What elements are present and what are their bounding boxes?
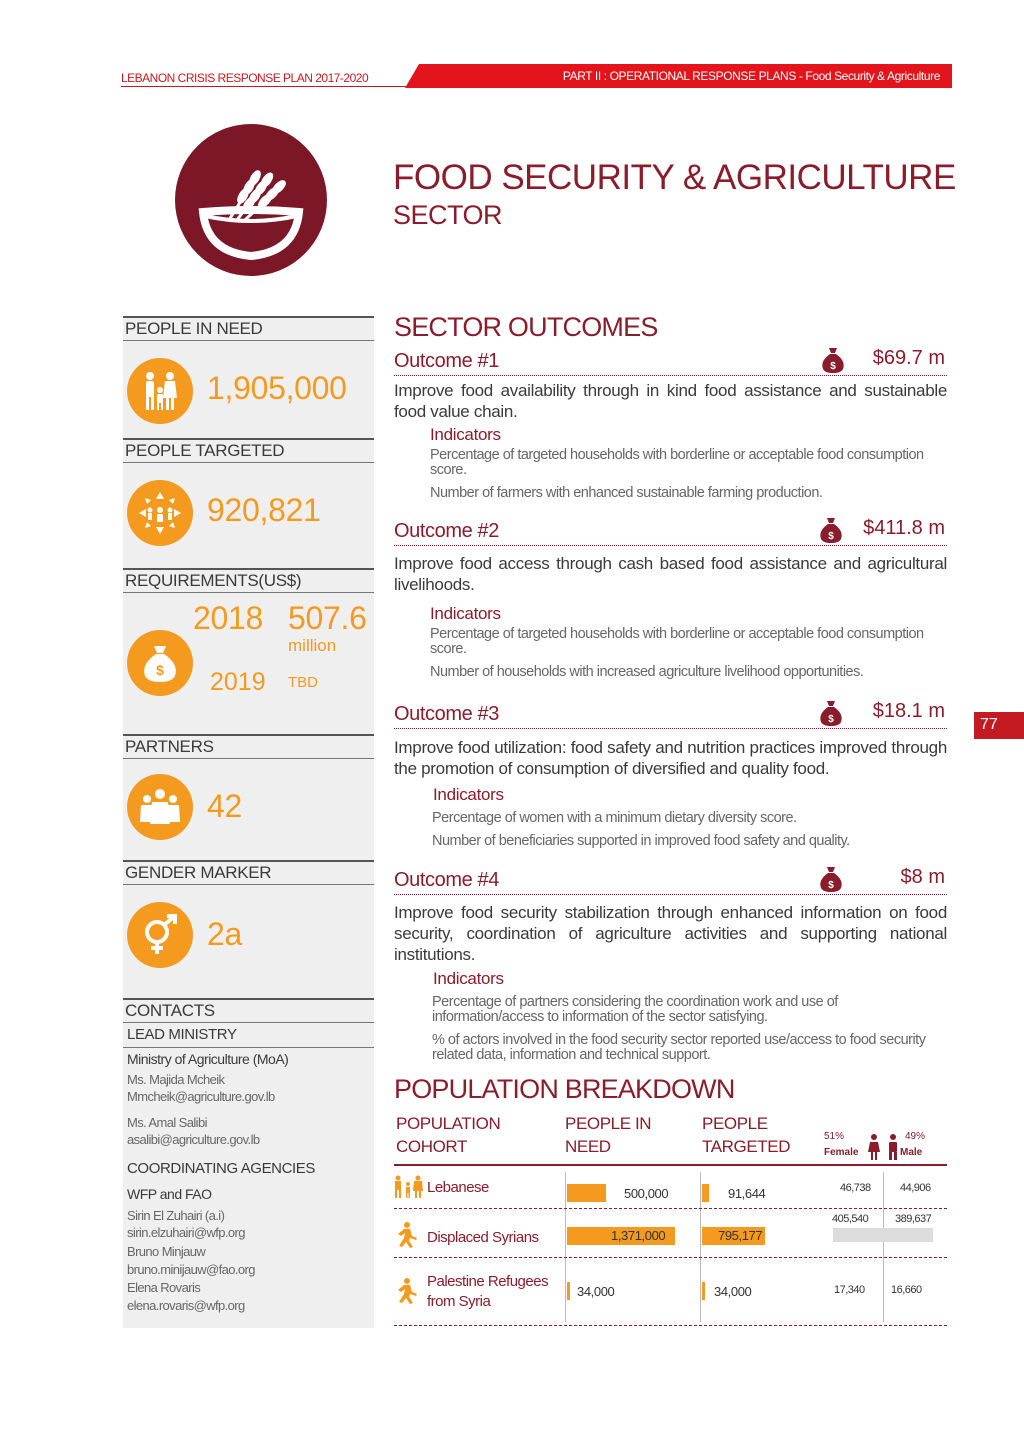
- female-pct: 51%: [824, 1131, 845, 1142]
- svg-text:$: $: [828, 531, 834, 542]
- gender-bar: [833, 1228, 933, 1242]
- outcome-label: Outcome #2: [394, 520, 499, 542]
- agencies-name: WFP and FAO: [127, 1186, 212, 1202]
- need-value: 34,000: [577, 1284, 615, 1299]
- female-value: 46,738: [840, 1182, 871, 1194]
- contacts-label: CONTACTS: [123, 998, 374, 1023]
- female-value: 405,540: [832, 1213, 869, 1225]
- people-in-need-label: PEOPLE IN NEED: [123, 316, 374, 341]
- outcome-amount: $18.1 m: [872, 700, 945, 722]
- outcome-amount: $8 m: [900, 866, 945, 888]
- targeted-bar: [702, 1184, 709, 1202]
- indicator: Number of beneficiaries supported in improved food safety and quality.: [432, 833, 850, 849]
- running-header-left: LEBANON CRISIS RESPONSE PLAN 2017-2020: [121, 71, 369, 85]
- indicator: % of actors involved in the food security sector reported use/access to food security related data, information and technical support.: [432, 1032, 926, 1063]
- female-label: Female: [824, 1147, 859, 1158]
- male-value: 44,906: [900, 1182, 931, 1194]
- requirements-year-2019: 2019: [210, 668, 266, 696]
- page-subtitle: SECTOR: [393, 200, 503, 230]
- male-icon: [886, 1133, 900, 1161]
- svg-text:$: $: [830, 361, 836, 372]
- outcome-label: Outcome #4: [394, 869, 499, 891]
- walking-person-icon: [395, 1278, 419, 1304]
- need-bar: [567, 1184, 606, 1202]
- female-value: 17,340: [834, 1284, 865, 1296]
- people-targeted-label: PEOPLE TARGETED: [123, 438, 374, 463]
- svg-text:$: $: [156, 662, 164, 678]
- family-icon: [393, 1175, 423, 1199]
- people-in-need-value: 1,905,000: [207, 370, 347, 406]
- indicator: Percentage of targeted households with borderline or acceptable food consumption score.: [430, 447, 924, 478]
- contact-email[interactable]: Mmcheik@agriculture.gov.lb: [127, 1089, 275, 1104]
- male-pct: 49%: [905, 1131, 926, 1142]
- indicators-label: Indicators: [430, 425, 501, 444]
- header-rule: [121, 86, 407, 87]
- lead-ministry-label: LEAD MINISTRY: [127, 1026, 237, 1043]
- page-number: 77: [980, 716, 998, 733]
- col-header-cohort: POPULATION COHORT: [396, 1114, 501, 1156]
- page-title: FOOD SECURITY & AGRICULTURE: [393, 158, 956, 197]
- divider: [700, 1172, 701, 1322]
- money-bag-icon: [818, 865, 844, 893]
- targeted-bar: [702, 1282, 705, 1300]
- cohort-name: Displaced Syrians: [427, 1229, 539, 1246]
- svg-text:$: $: [828, 714, 834, 725]
- gender-marker-value: 2a: [207, 916, 242, 952]
- female-icon: [867, 1133, 881, 1161]
- partners-label: PARTNERS: [123, 734, 374, 759]
- targeted-value: 795,177: [718, 1228, 763, 1243]
- money-bag-icon: [820, 346, 846, 374]
- cohort-name: Lebanese: [427, 1179, 489, 1196]
- walking-person-icon: [395, 1222, 419, 1248]
- outcome-description: Improve food access through cash based food assistance and agricultural livelihoods.: [394, 554, 947, 594]
- need-bar: [567, 1282, 570, 1300]
- requirements-label: REQUIREMENTS(US$): [123, 568, 374, 593]
- indicator: Number of households with increased agriculture livelihood opportunities.: [430, 664, 864, 680]
- outcome-description: Improve food utilization: food safety and nutrition practices improved through the promotion of consumption of diversified and quality food.: [394, 738, 947, 778]
- partners-icon: [127, 774, 193, 840]
- contact-email[interactable]: sirin.elzuhairi@wfp.org: [127, 1225, 245, 1240]
- people-targeted-value: 920,821: [207, 492, 321, 528]
- indicators-label: Indicators: [430, 604, 501, 623]
- targeted-value: 91,644: [728, 1186, 766, 1201]
- outcome-amount: $411.8 m: [863, 517, 945, 539]
- indicator: Percentage of targeted households with borderline or acceptable food consumption score.: [430, 626, 924, 657]
- partners-value: 42: [207, 788, 242, 824]
- money-bag-icon: [127, 630, 193, 696]
- requirements-unit: million: [288, 636, 337, 655]
- table-header-rule: [394, 1164, 947, 1166]
- target-people-icon: [127, 480, 193, 546]
- wheat-bowl-icon: [175, 124, 327, 276]
- sector-outcomes-title: SECTOR OUTCOMES: [394, 312, 658, 342]
- col-header-need: PEOPLE IN NEED: [565, 1114, 652, 1156]
- family-icon: [127, 358, 193, 424]
- targeted-value: 34,000: [714, 1284, 752, 1299]
- gender-icon: [127, 902, 193, 968]
- indicators-label: Indicators: [433, 785, 504, 804]
- money-bag-icon: [818, 699, 844, 727]
- male-value: 16,660: [891, 1284, 922, 1296]
- contact-email[interactable]: bruno.minijauw@fao.org: [127, 1262, 255, 1277]
- outcome-label: Outcome #1: [394, 350, 499, 372]
- col-header-targeted: PEOPLE TARGETED: [702, 1114, 791, 1156]
- gender-marker-label: GENDER MARKER: [123, 860, 374, 885]
- requirements-year-2018: 2018: [193, 600, 263, 636]
- requirements-value-2019: TBD: [288, 674, 318, 691]
- contact-name: Sirin El Zuhairi (a.i): [127, 1208, 225, 1223]
- indicator: Percentage of women with a minimum dietary diversity score.: [432, 810, 797, 826]
- contact-name: Ms. Amal Salibi: [127, 1115, 207, 1130]
- svg-text:$: $: [828, 880, 834, 891]
- running-header-right: PART II : OPERATIONAL RESPONSE PLANS - Food Security & Agriculture: [562, 69, 940, 83]
- contact-name: Bruno Minjauw: [127, 1244, 206, 1259]
- divider: [883, 1172, 884, 1322]
- outcome-label: Outcome #3: [394, 703, 499, 725]
- row-divider: [394, 1257, 947, 1258]
- contact-email[interactable]: asalibi@agriculture.gov.lb: [127, 1132, 260, 1147]
- coordinating-agencies-label: COORDINATING AGENCIES: [127, 1160, 316, 1177]
- sidebar: [123, 316, 374, 1328]
- population-breakdown-title: POPULATION BREAKDOWN: [394, 1074, 735, 1104]
- outcome-description: Improve food security stabilization through enhanced information on food security, coordination of agriculture activities and supporting national institutions.: [394, 903, 947, 964]
- contact-name: Ms. Majida Mcheik: [127, 1072, 225, 1087]
- outcome-amount: $69.7 m: [872, 347, 945, 369]
- outcome-3-header: [394, 700, 947, 729]
- indicators-label: Indicators: [433, 969, 504, 988]
- outcome-2-header: [394, 517, 947, 546]
- outcome-1-header: [394, 347, 947, 376]
- ministry-name: Ministry of Agriculture (MoA): [127, 1051, 289, 1067]
- indicator: Number of farmers with enhanced sustainable farming production.: [430, 485, 823, 501]
- outcome-4-header: [394, 866, 947, 895]
- requirements-value-2018: 507.6: [288, 600, 367, 636]
- row-divider: [394, 1325, 947, 1326]
- cohort-name: Palestine Refugees from Syria: [427, 1273, 549, 1310]
- need-value: 500,000: [624, 1186, 669, 1201]
- divider: [123, 1047, 374, 1048]
- male-value: 389,637: [895, 1213, 932, 1225]
- contact-email[interactable]: elena.rovaris@wfp.org: [127, 1298, 245, 1313]
- outcome-description: Improve food availability through in kind food assistance and sustainable food value chain.: [394, 381, 947, 421]
- row-divider: [394, 1208, 947, 1209]
- contact-name: Elena Rovaris: [127, 1280, 201, 1295]
- indicator: Percentage of partners considering the coordination work and use of information/access to information of the sector satisfying.: [432, 994, 838, 1025]
- money-bag-icon: [818, 516, 844, 544]
- need-value: 1,371,000: [611, 1228, 666, 1243]
- male-label: Male: [900, 1147, 923, 1158]
